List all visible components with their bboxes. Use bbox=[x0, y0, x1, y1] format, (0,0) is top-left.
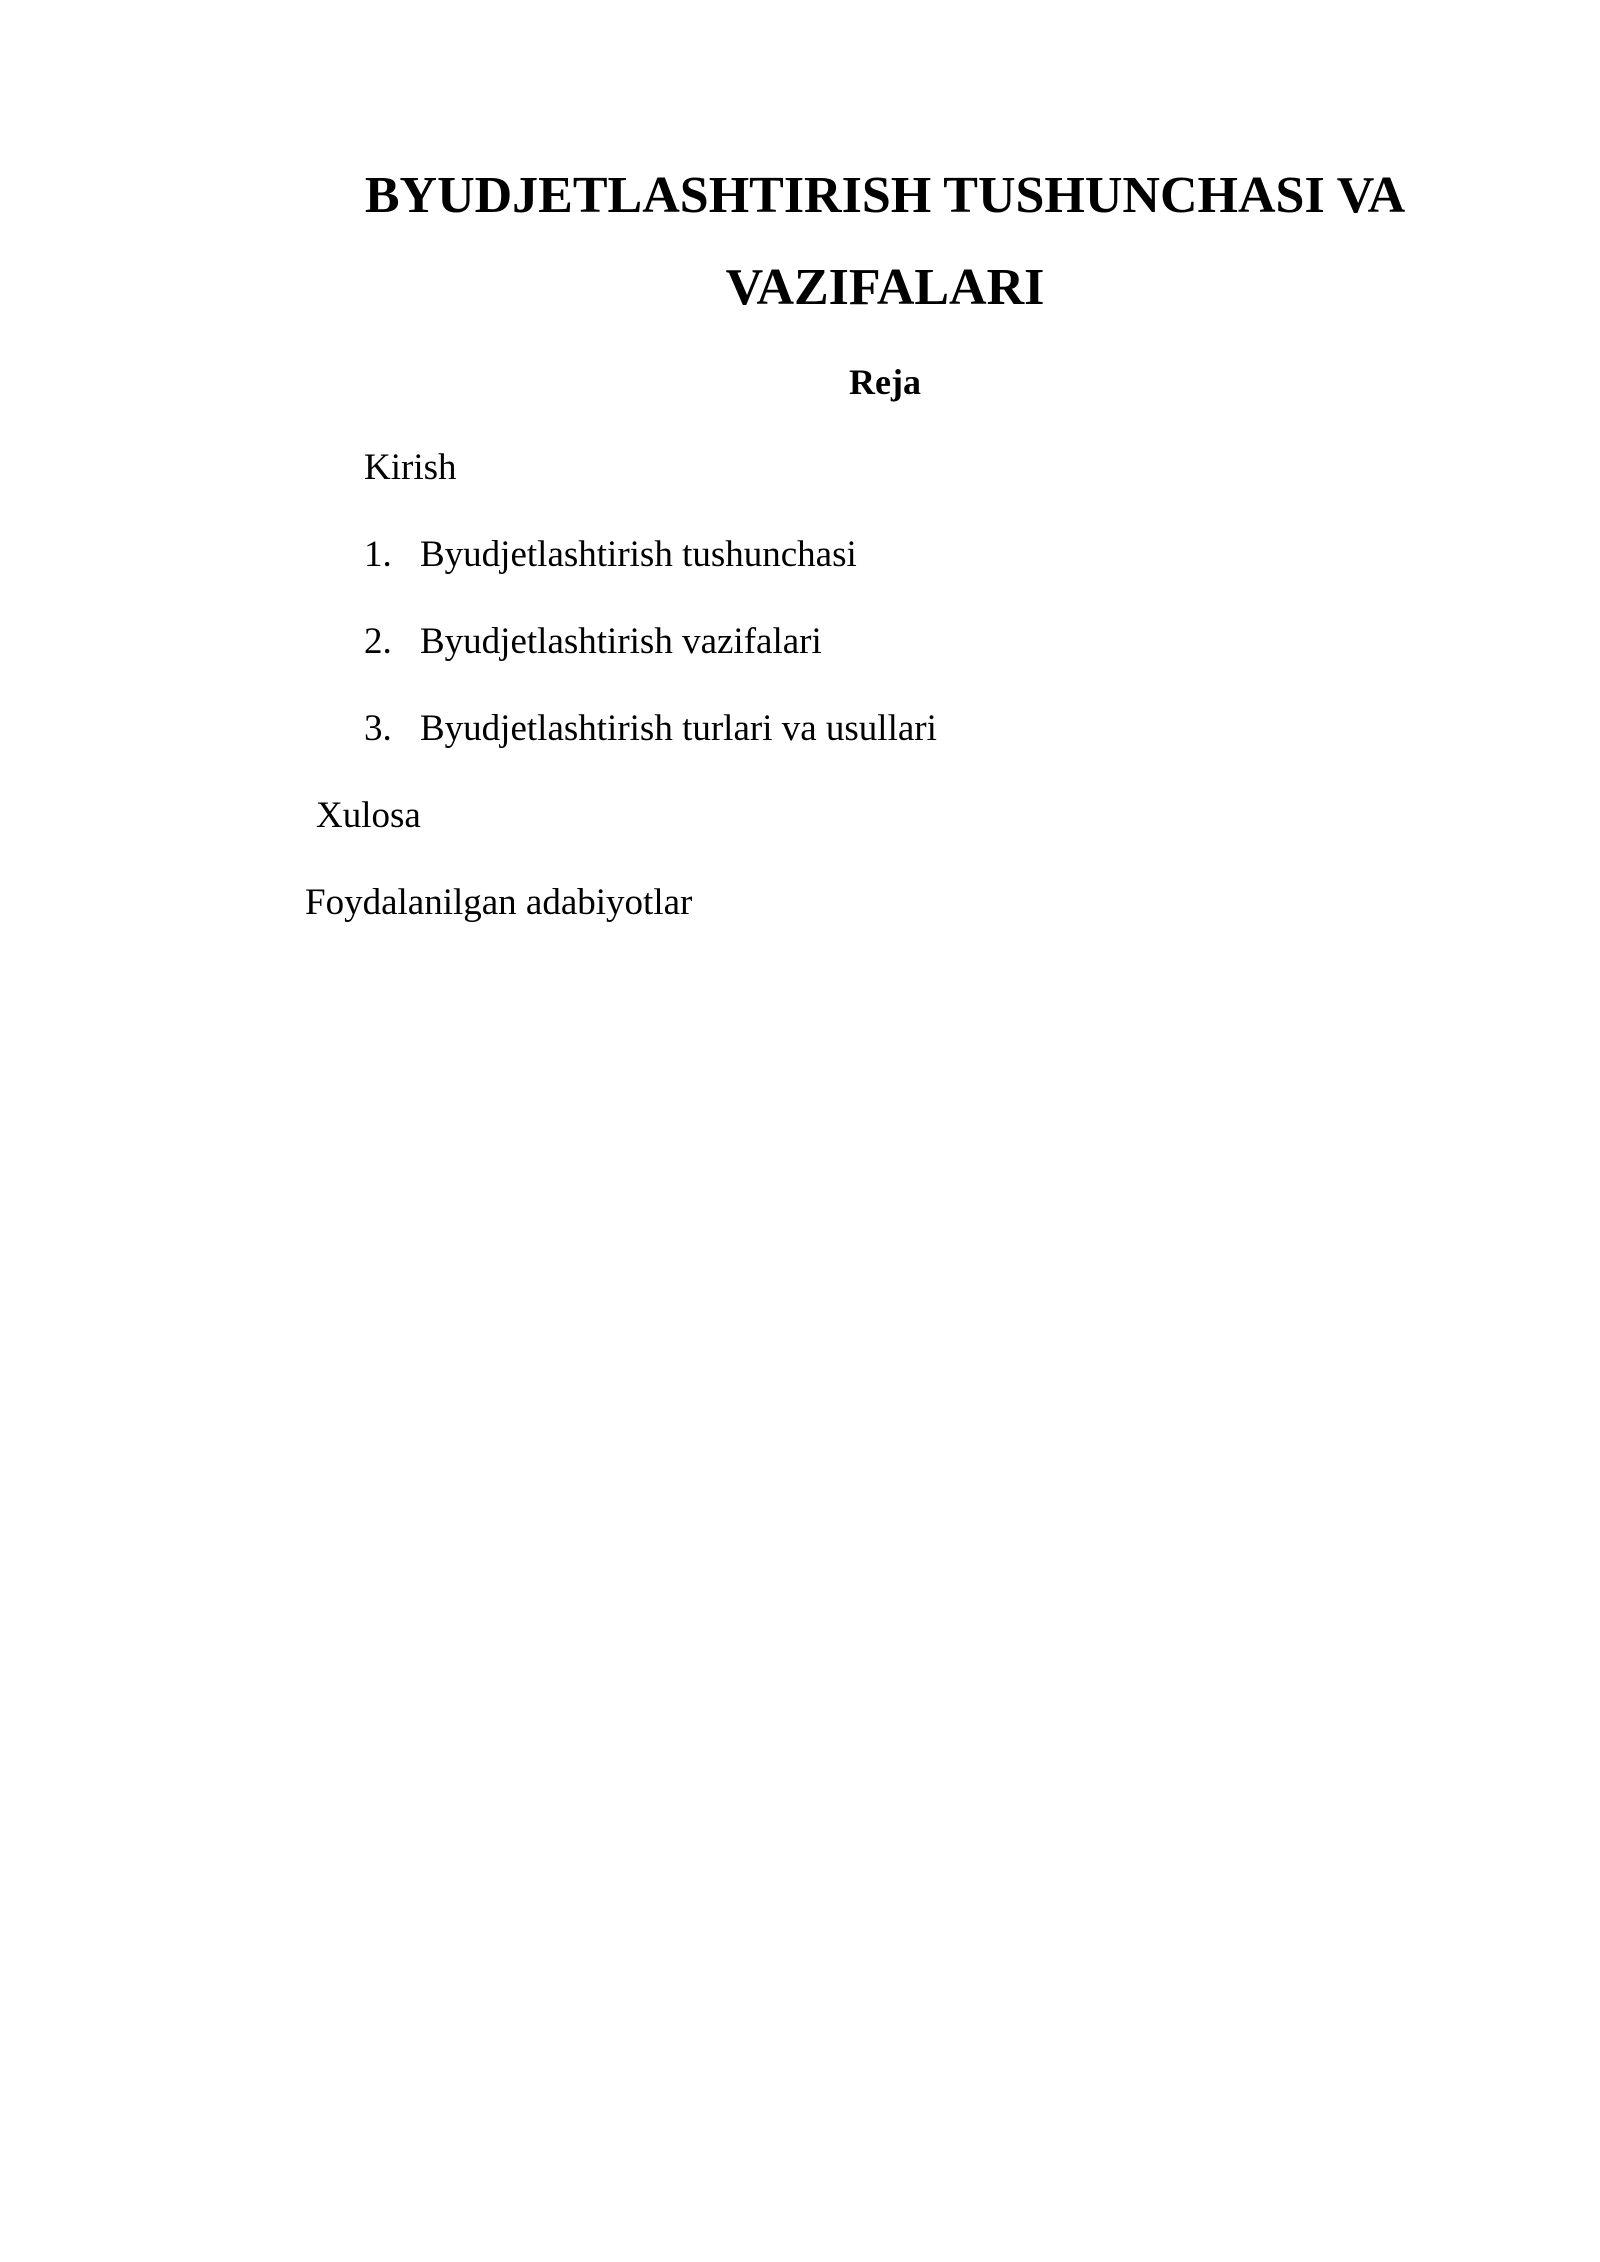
plan-intro: Kirish bbox=[364, 447, 457, 488]
plan-item bbox=[364, 533, 857, 577]
plan-conclusion: Xulosa bbox=[316, 795, 421, 836]
plan-item-text: Byudjetlashtirish turlari va usullari bbox=[420, 708, 937, 749]
plan-item-text: Byudjetlashtirish tushunchasi bbox=[420, 534, 857, 575]
plan-item-number: 3. bbox=[364, 708, 392, 749]
document-title bbox=[300, 150, 1470, 334]
plan-heading: Reja bbox=[849, 362, 921, 402]
plan-item bbox=[364, 707, 937, 751]
plan-item-number: 2. bbox=[364, 621, 392, 662]
plan-item-text: Byudjetlashtirish vazifalari bbox=[420, 621, 822, 662]
plan-item bbox=[364, 620, 822, 664]
title-line-1: BYUDJETLASHTIRISH TUSHUNCHASI VA bbox=[364, 167, 1406, 224]
plan-item-number: 1. bbox=[364, 534, 392, 575]
plan-references: Foydalanilgan adabiyotlar bbox=[305, 882, 693, 923]
title-line-2: VAZIFALARI bbox=[725, 259, 1045, 316]
